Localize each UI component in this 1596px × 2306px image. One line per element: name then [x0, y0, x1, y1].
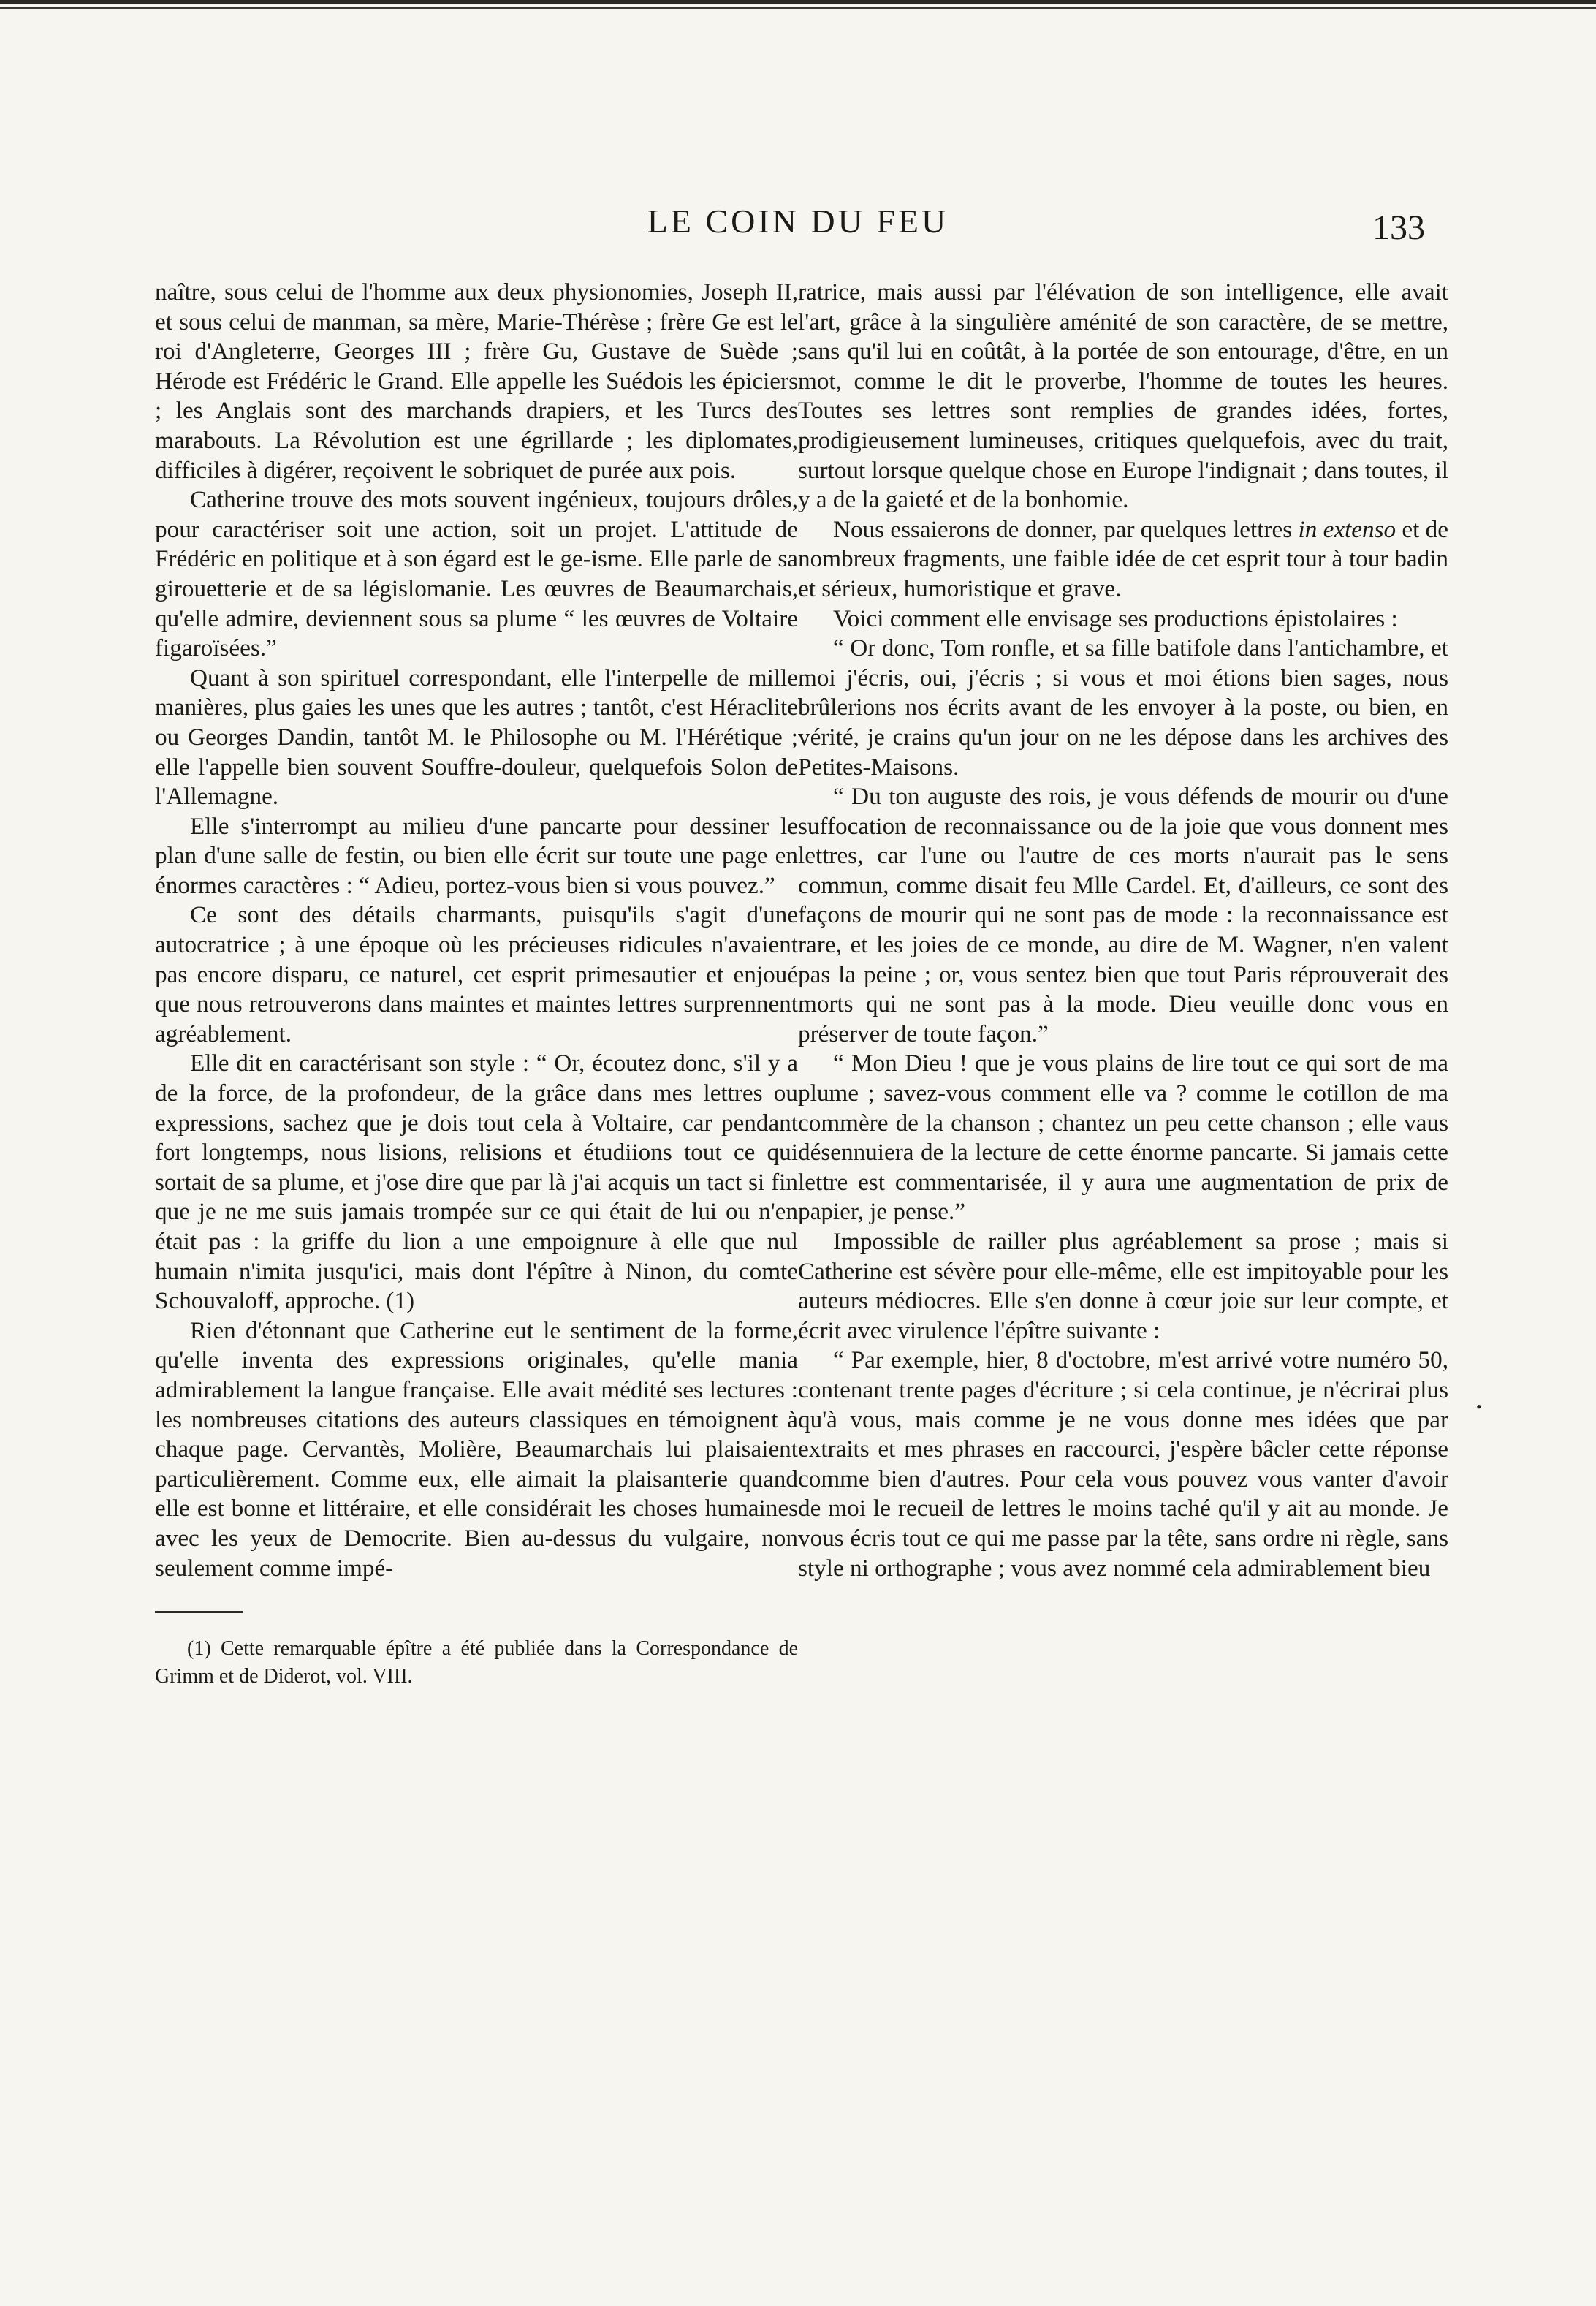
- paragraph-in-extenso: [798, 515, 1448, 604]
- paragraph: Voici comment elle envisage ses productions épistolaires :: [833, 604, 1398, 632]
- paragraph: Ce sont des détails charmants, puisqu'ils s'agit d'une autocratrice ; à une époque où les précieuses ridicules n'avaient pas encore disparu, ce naturel, cet esprit primesautier et enjoué que nous retrouverons dans maintes et maintes lettres surprennent agréablement.: [155, 901, 798, 1047]
- italic-phrase: in extenso: [1298, 515, 1396, 543]
- footnote-rule: [155, 1611, 243, 1613]
- paragraph: Catherine trouve des mots souvent ingénieux, toujours drôles, pour caractériser soit une action, soit un projet. L'attitude de Frédéric en politique et à son égard est le ge-isme. Elle parle de sa girouetterie et de sa législomanie. Les œuvres de Beaumarchais, qu'elle admire, deviennent sous sa plume “ les œuvres de Voltaire figaroïsées.”: [155, 486, 798, 662]
- paragraph: naître, sous celui de l'homme aux deux physionomies, Joseph II, et sous celui de manman, sa mère, Marie-Thérèse ; frère Ge est le roi d'Angleterre, Georges III ; frère Gu, Gustave de Suède ; Hérode est Frédéric le Grand. Elle appelle les Suédois les épiciers ; les Anglais sont des marchands drapiers, et les Turcs des marabouts. La Révolution est une égrillarde ; les diplomates, difficiles à digérer, reçoivent le sobriquet de purée aux pois.: [155, 278, 798, 484]
- paragraph: “ Mon Dieu ! que je vous plains de lire tout ce qui sort de ma plume ; savez-vous comment elle va ? comme le cotillon de ma commère de la chanson ; chantez un peu cette chanson ; elle vaus désennuiera de la lecture de cette énorme pancarte. Si jamais cette lettre est commentarisée, il y aura une augmentation de prix de papier, je pense.”: [798, 1050, 1448, 1226]
- print-speck: •: [1476, 1397, 1482, 1416]
- paragraph: Quant à son spirituel correspondant, elle l'interpelle de mille manières, plus gaies les unes que les autres ; tantôt, c'est Héraclite ou Georges Dandin, tantôt M. le Philosophe ou M. l'Hérétique ; elle l'appelle bien souvent Souffre-douleur, quelquefois Solon de l'Allemagne.: [155, 664, 798, 811]
- paragraph-text: et de nombreux fragments, une faible idée de cet esprit tour à tour badin et sérieux, humoristique et grave.: [798, 515, 1448, 602]
- right-column: [798, 278, 1448, 1583]
- paragraph: “ Du ton auguste des rois, je vous défends de mourir ou d'une suffocation de reconnaissance ou de la joie que vous donnent mes lettres, car l'une ou l'autre de ces morts n'aurait pas le sens commun, comme disait feu Mlle Cardel. Et, d'ailleurs, ce sont des façons de mourir qui ne sont pas de mode : la reconnaissance est rare, et les joies de ce monde, au dire de M. Wagner, n'en valent pas la peine ; or, vous sentez bien que tout Paris réprouverait des morts qui ne sont pas à la mode. Dieu veuille donc vous en préserver de toute façon.”: [798, 783, 1448, 1047]
- paragraph: Elle dit en caractérisant son style : “ Or, écoutez donc, s'il y a de la force, de la profondeur, de la grâce dans mes lettres ou expressions, sachez que je dois tout cela à Voltaire, car pendant fort longtemps, nous lisions, relisions et étudiions tout ce qui sortait de sa plume, et j'ose dire que par là j'ai acquis un tact si fin que je ne me suis jamais trompée sur ce qui était de lui ou n'en était pas : la griffe du lion a une empoignure à elle que nul humain n'imita jusqu'ici, mais dont l'épître à Ninon, du comte Schouvaloff, approche. (1): [155, 1050, 798, 1315]
- paragraph: Elle s'interrompt au milieu d'une pancarte pour dessiner le plan d'une salle de festin, ou bien elle écrit sur toute une page en énormes caractères : “ Adieu, portez-vous bien si vous pouvez.”: [155, 812, 798, 899]
- left-column: [155, 278, 798, 1691]
- running-title: LE COIN DU FEU: [647, 202, 949, 240]
- footnote: (1) Cette remarquable épître a été publiée dans la Correspondance de Grimm et de Diderot, vol. VIII.: [155, 1637, 798, 1688]
- paragraph: ratrice, mais aussi par l'élévation de son intelligence, elle avait l'art, grâce à la singulière aménité de son caractère, de se mettre, sans qu'il lui en coûtât, à la portée de son entourage, d'être, en un mot, comme le dit le proverbe, l'homme de toutes les heures. Toutes ses lettres sont remplies de grandes idées, fortes, prodigieusement lumineuses, critiques quelquefois, avec du trait, surtout lorsque quelque chose en Europe l'indignait ; dans toutes, il y a de la gaieté et de la bonhomie.: [798, 278, 1448, 514]
- paragraph: Impossible de railler plus agréablement sa prose ; mais si Catherine est sévère pour elle-même, elle est impitoyable pour les auteurs médiocres. Elle s'en donne à cœur joie sur leur compte, et écrit avec virulence l'épître suivante :: [798, 1228, 1448, 1344]
- page-number: 133: [1372, 208, 1425, 247]
- paragraph-text: Nous essaierons de donner, par quelques lettres: [833, 515, 1299, 543]
- top-border-rule: [0, 0, 1596, 13]
- paragraph: “ Par exemple, hier, 8 d'octobre, m'est arrivé votre numéro 50, contenant trente pages d'écriture ; si cela continue, je n'écrirai plus qu'à vous, mais comme je ne vous donne mes idées que par extraits et mes phrases en raccourci, j'espère bâcler cette réponse comme bien d'autres. Pour cela vous pouvez vous vanter d'avoir de moi le recueil de lettres le moins taché qu'il y ait au monde. Je vous écris tout ce qui me passe par la tête, sans ordre ni règle, sans style ni orthographe ; vous avez nommé cela admirablement bieu: [798, 1346, 1448, 1582]
- paragraph: “ Or donc, Tom ronfle, et sa fille batifole dans l'antichambre, et moi j'écris, oui, j'écris ; si vous et moi étions bien sages, nous brûlerions nos écrits avant de les envoyer à la poste, ou bien, en vérité, je crains qu'un jour on ne les dépose dans les archives des Petites-Maisons.: [798, 634, 1448, 781]
- paragraph: Rien d'étonnant que Catherine eut le sentiment de la forme, qu'elle inventa des expressions originales, qu'elle mania admirablement la langue française. Elle avait médité ses lectures : les nombreuses citations des auteurs classiques en témoignent à chaque page. Cervantès, Molière, Beaumarchais lui plaisaient particulièrement. Comme eux, elle aimait la plaisanterie quand elle est bonne et littéraire, et elle considérait les choses humaines avec les yeux de Democrite. Bien au-dessus du vulgaire, non seulement comme impé-: [155, 1316, 798, 1582]
